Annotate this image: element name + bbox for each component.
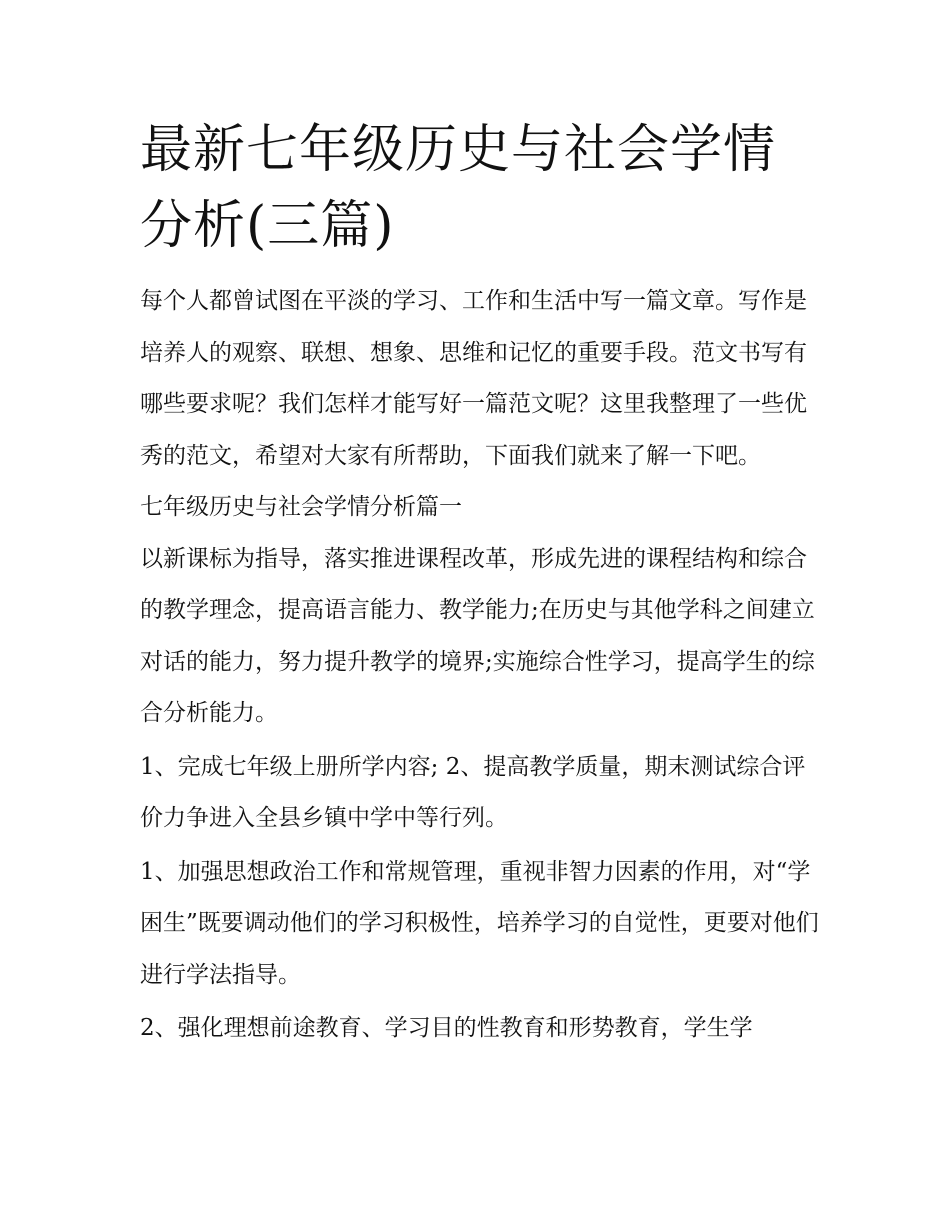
measure-paragraph-2: 2、强化理想前途教育、学习目的性教育和形势教育，学生学: [140, 1015, 753, 1041]
measure-paragraph-1: 1、加强思想政治工作和常规管理，重视非智力因素的作用，对“学困生”既要调动他们的学习积极性，培养学习的自觉性，更要对他们进行学法指导。: [140, 858, 819, 988]
document-body: [140, 276, 820, 1055]
section-heading: 七年级历史与社会学情分析篇一: [140, 494, 462, 520]
document-title: 最新七年级历史与社会学情分析(三篇): [140, 120, 777, 256]
goals-paragraph: 1、完成七年级上册所学内容; 2、提高教学质量，期末测试综合评价力争进入全县乡镇中学中等行列。: [140, 753, 806, 831]
intro-paragraph: 每个人都曾试图在平淡的学习、工作和生活中写一篇文章。写作是培养人的观察、联想、想象、思维和记忆的重要手段。范文书写有哪些要求呢？我们怎样才能写好一篇范文呢？这里我整理了一些优秀的范文，希望对大家有所帮助，下面我们就来了解一下吧。: [140, 288, 807, 469]
guideline-paragraph: 以新课标为指导，落实推进课程改革，形成先进的课程结构和综合的教学理念，提高语言能力、教学能力;在历史与其他学科之间建立对话的能力，努力提升教学的境界;实施综合性学习，提高学生的综合分析能力。: [140, 545, 815, 726]
